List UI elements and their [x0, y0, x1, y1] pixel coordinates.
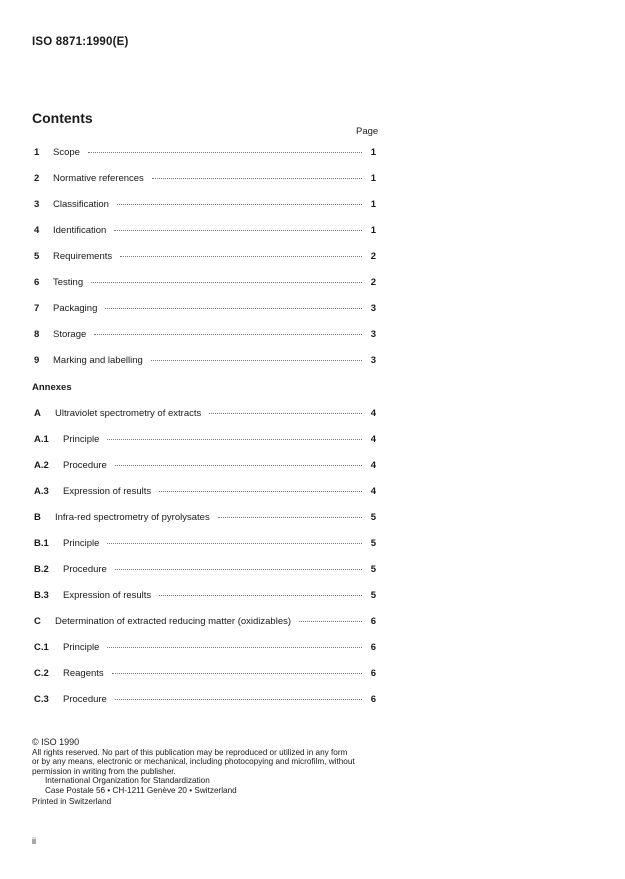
toc-entry-number: 6 [34, 277, 40, 288]
contents-title: Contents [32, 110, 93, 126]
publisher-name: International Organization for Standardization [45, 776, 210, 785]
leader-dots [107, 439, 362, 440]
leader-dots [88, 152, 362, 153]
toc-annex-c3[interactable] [34, 694, 376, 708]
leader-dots [209, 413, 362, 414]
toc-entry-title: Scope [53, 147, 80, 158]
toc-entry-title: Expression of results [63, 486, 152, 497]
toc-entry-5[interactable] [34, 251, 376, 265]
toc-entry-page: 6 [370, 616, 376, 627]
toc-entry-page: 2 [370, 251, 376, 262]
toc-entry-page: 4 [370, 434, 376, 445]
toc-entry-number: A.2 [34, 460, 49, 471]
toc-entry-number: A [34, 408, 41, 419]
toc-entry-number: 3 [34, 199, 40, 210]
toc-entry-page: 4 [370, 460, 376, 471]
toc-entry-title: Principle [63, 642, 100, 653]
toc-entry-title: Identification [53, 225, 107, 236]
toc-entry-title: Infra-red spectrometry of pyrolysates [55, 512, 210, 523]
toc-entry-title: Normative references [53, 173, 144, 184]
leader-dots [91, 282, 362, 283]
leader-dots [159, 491, 362, 492]
toc-entry-1[interactable] [34, 147, 376, 161]
document-id: ISO 8871:1990(E) [32, 36, 129, 48]
toc-entry-number: 8 [34, 329, 40, 340]
toc-entry-number: A.3 [34, 486, 49, 497]
toc-entry-page: 5 [370, 564, 376, 575]
leader-dots [112, 673, 362, 674]
toc-entry-9[interactable] [34, 355, 376, 369]
leader-dots [218, 517, 362, 518]
toc-entry-2[interactable] [34, 173, 376, 187]
leader-dots [159, 595, 362, 596]
toc-annex-b1[interactable] [34, 538, 376, 552]
annexes-heading: Annexes [32, 382, 72, 393]
toc-entry-number: B.1 [34, 538, 49, 549]
toc-entry-title: Ultraviolet spectrometry of extracts [55, 408, 202, 419]
leader-dots [115, 569, 362, 570]
toc-entry-4[interactable] [34, 225, 376, 239]
toc-annex-a[interactable] [34, 408, 376, 422]
leader-dots [114, 230, 362, 231]
rights-statement: All rights reserved. No part of this publication may be reproduced or utilized in any form [32, 747, 348, 757]
toc-entry-title: Marking and labelling [53, 355, 143, 366]
leader-dots [299, 621, 362, 622]
leader-dots [105, 308, 362, 309]
toc-entry-title: Procedure [63, 694, 107, 705]
page-number: ii [32, 836, 36, 846]
leader-dots [107, 647, 362, 648]
toc-annex-a3[interactable] [34, 486, 376, 500]
toc-entry-8[interactable] [34, 329, 376, 343]
leader-dots [152, 178, 362, 179]
toc-entry-page: 5 [370, 590, 376, 601]
toc-entry-page: 4 [370, 408, 376, 419]
printed-in: Printed in Switzerland [32, 797, 112, 806]
toc-entry-page: 6 [370, 668, 376, 679]
toc-entry-title: Classification [53, 199, 109, 210]
rights-statement: or by any means, electronic or mechanical, including photocopying and microfilm, without [32, 757, 355, 766]
toc-entry-title: Storage [53, 329, 87, 340]
toc-entry-title: Procedure [63, 564, 107, 575]
toc-entry-title: Procedure [63, 460, 107, 471]
toc-entry-number: C.2 [34, 668, 49, 679]
toc-entry-title: Expression of results [63, 590, 152, 601]
toc-entry-page: 1 [370, 225, 376, 236]
toc-annex-b2[interactable] [34, 564, 376, 578]
rights-statement: permission in writing from the publisher. [32, 766, 176, 776]
toc-entry-number: C.1 [34, 642, 49, 653]
leader-dots [94, 334, 362, 335]
toc-entry-page: 2 [370, 277, 376, 288]
toc-entry-number: 5 [34, 251, 40, 262]
toc-annex-a2[interactable] [34, 460, 376, 474]
toc-entry-number: B.2 [34, 564, 49, 575]
toc-annex-c[interactable] [34, 616, 376, 630]
toc-entry-number: A.1 [34, 434, 49, 445]
leader-dots [107, 543, 362, 544]
toc-entry-page: 1 [370, 147, 376, 158]
toc-entry-page: 5 [370, 538, 376, 549]
toc-entry-number: 7 [34, 303, 40, 314]
toc-entry-number: C [34, 616, 41, 627]
page-column-label: Page [356, 126, 379, 137]
toc-annex-a1[interactable] [34, 434, 376, 448]
toc-entry-title: Requirements [53, 251, 113, 262]
toc-entry-6[interactable] [34, 277, 376, 291]
toc-entry-title: Principle [63, 538, 100, 549]
toc-entry-title: Packaging [53, 303, 98, 314]
toc-entry-title: Principle [63, 434, 100, 445]
toc-entry-7[interactable] [34, 303, 376, 317]
toc-entry-title: Determination of extracted reducing matter (oxidizables) [55, 616, 292, 627]
toc-entry-number: B [34, 512, 41, 523]
toc-entry-page: 5 [370, 512, 376, 523]
toc-annex-b[interactable] [34, 512, 376, 526]
publisher-address: Case Postale 56 • CH-1211 Genève 20 • Switzerland [45, 785, 237, 795]
toc-entry-page: 3 [370, 355, 376, 366]
leader-dots [115, 699, 362, 700]
toc-entry-page: 4 [370, 486, 376, 497]
toc-entry-page: 3 [370, 303, 376, 314]
toc-entry-number: B.3 [34, 590, 49, 601]
toc-entry-number: 1 [34, 147, 40, 158]
toc-entry-page: 6 [370, 642, 376, 653]
toc-entry-number: 2 [34, 173, 40, 184]
toc-entry-3[interactable] [34, 199, 376, 213]
leader-dots [151, 360, 362, 361]
toc-entry-page: 1 [370, 199, 376, 210]
toc-entry-title: Testing [53, 277, 84, 288]
leader-dots [117, 204, 362, 205]
copyright-line: © ISO 1990 [32, 737, 80, 747]
toc-entry-page: 1 [370, 173, 376, 184]
leader-dots [120, 256, 362, 257]
toc-entry-number: 9 [34, 355, 40, 366]
toc-annex-c2[interactable] [34, 668, 376, 682]
toc-entry-number: 4 [34, 225, 40, 236]
toc-entry-number: C.3 [34, 694, 49, 705]
toc-annex-b3[interactable] [34, 590, 376, 604]
copyright-notice [32, 738, 382, 807]
toc-entry-page: 6 [370, 694, 376, 705]
toc-annex-c1[interactable] [34, 642, 376, 656]
toc-entry-title: Reagents [63, 668, 104, 679]
toc-entry-page: 3 [370, 329, 376, 340]
leader-dots [115, 465, 362, 466]
